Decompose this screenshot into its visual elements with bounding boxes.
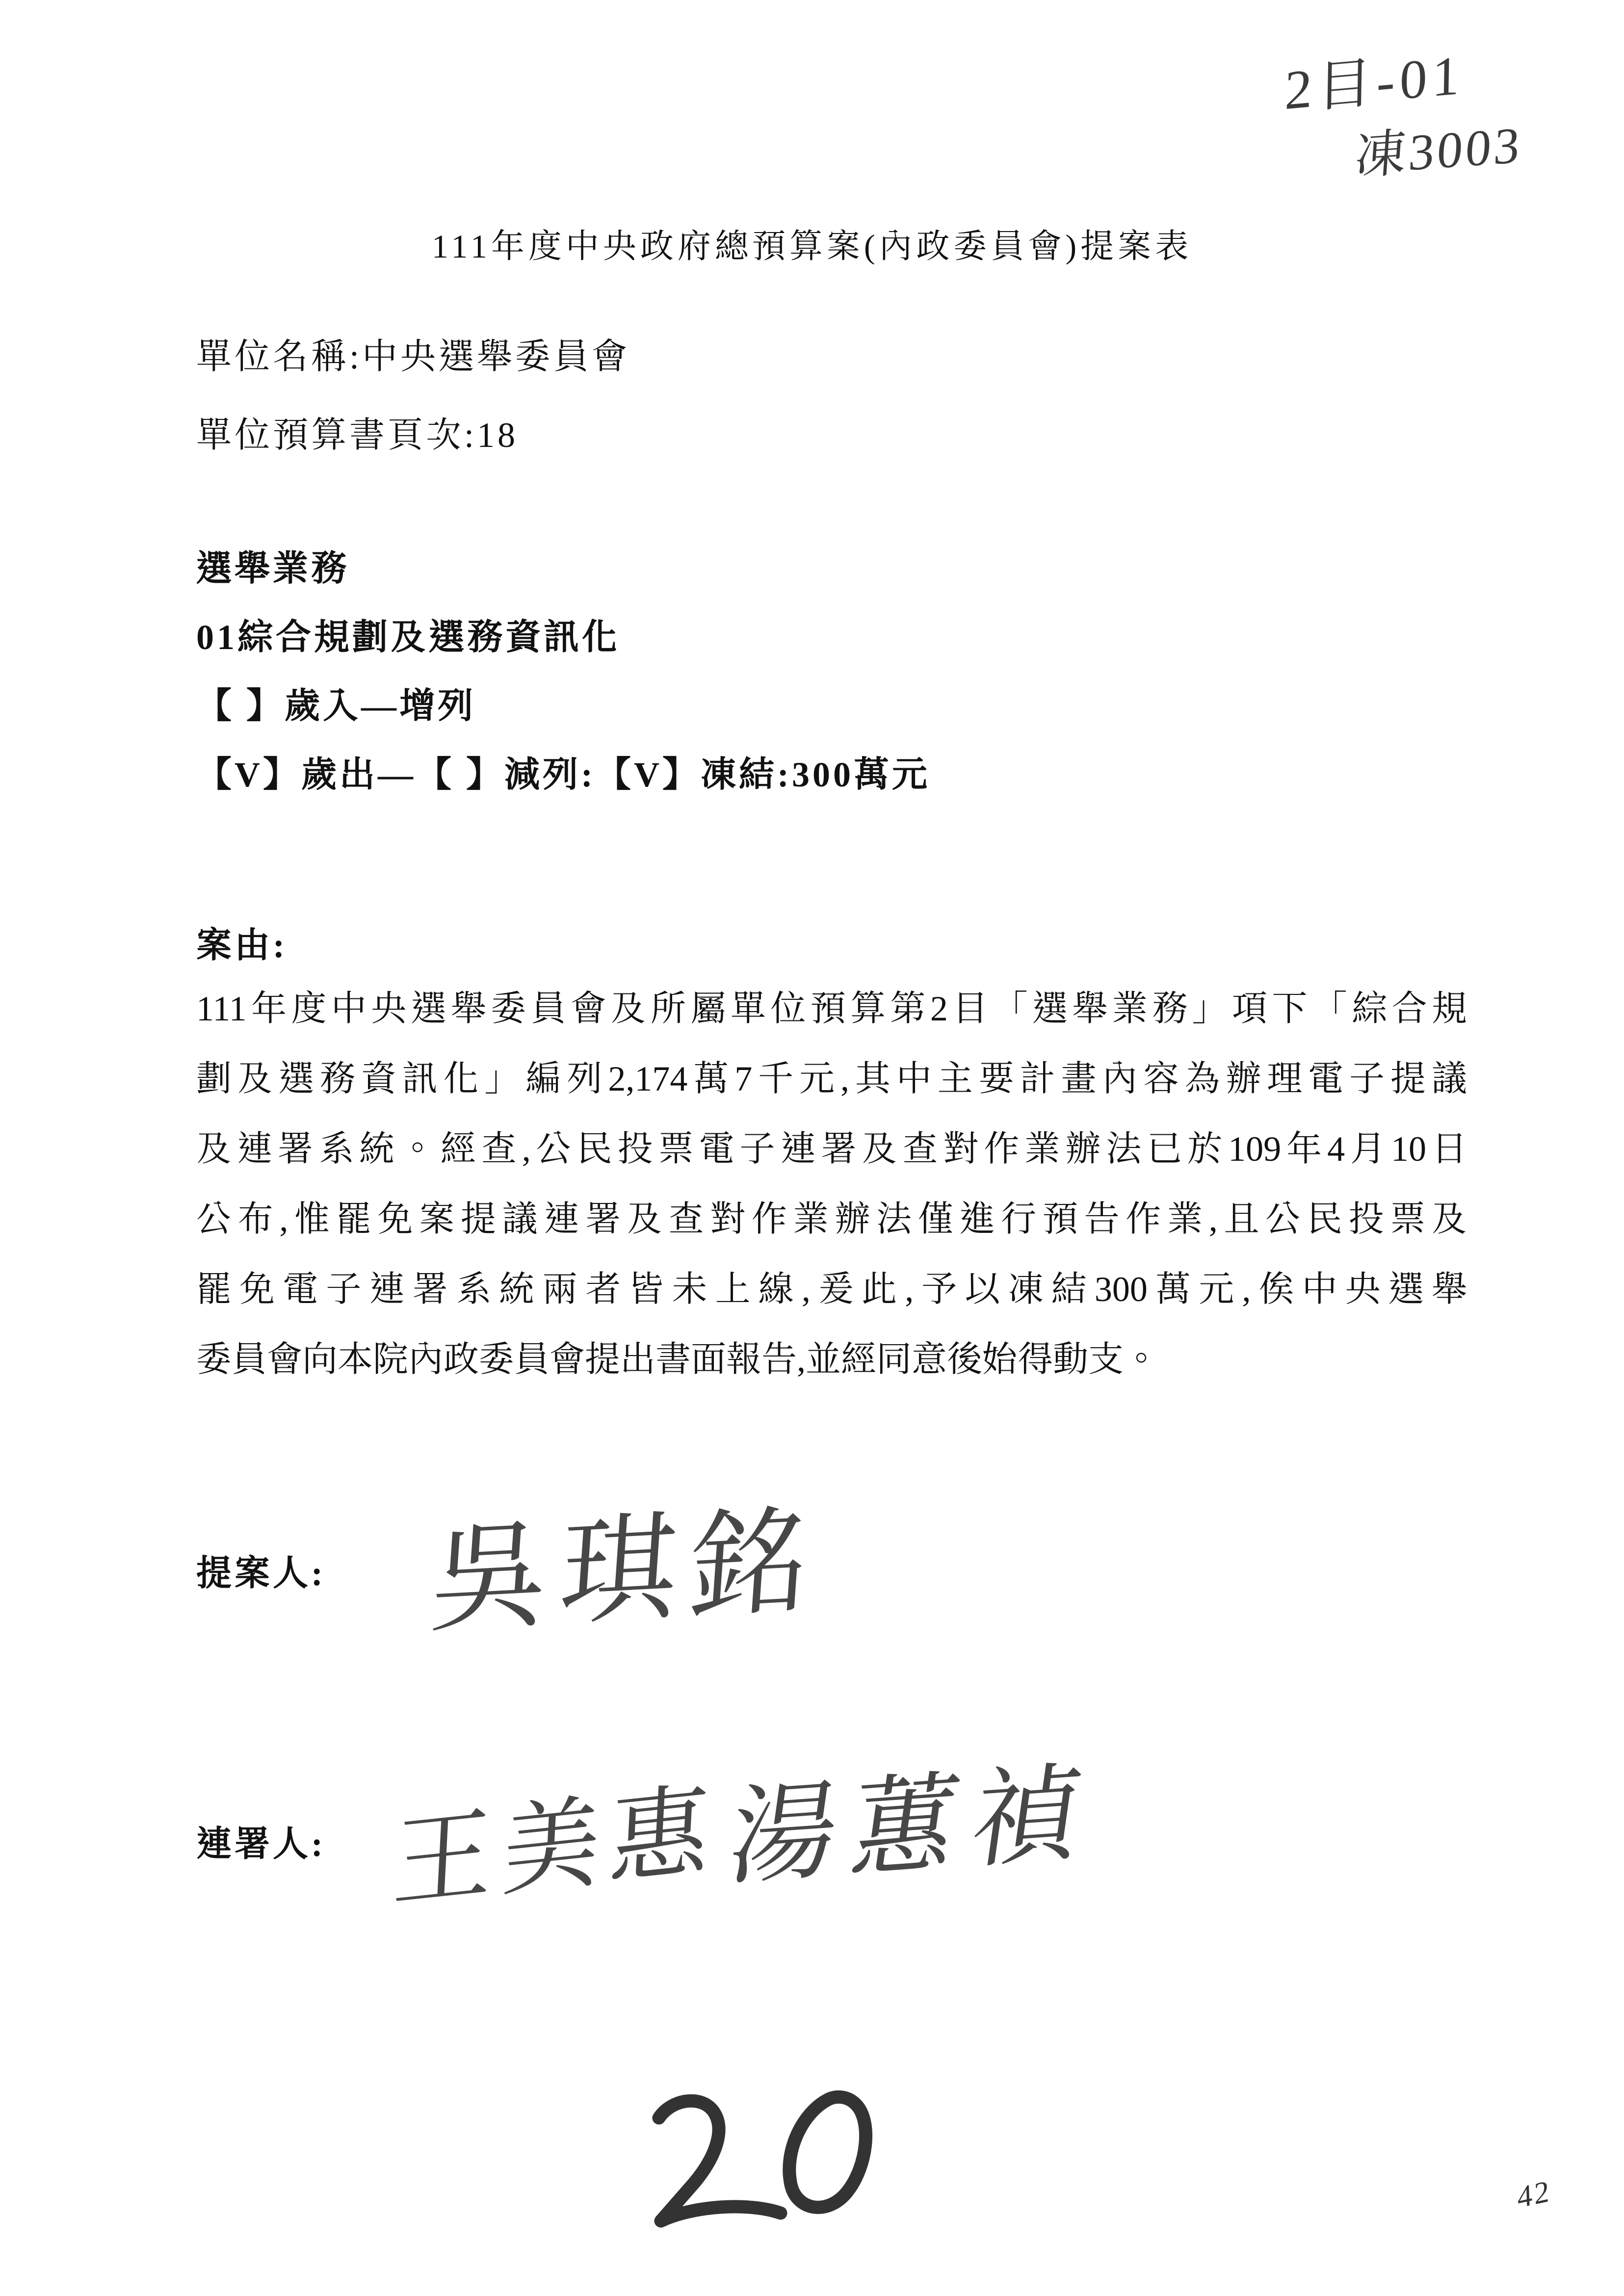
budget-category: 選舉業務 [196, 549, 350, 588]
field-unit-name-value: 中央選舉委員會 [362, 337, 630, 376]
field-unit-name-label: 單位名稱 [196, 337, 350, 376]
handwritten-annotation-line2: 凍3003 [1353, 116, 1524, 185]
field-budget-book-page [196, 406, 518, 457]
case-heading: 案由: [196, 926, 288, 965]
budget-program: 01綜合規劃及選務資訊化 [196, 618, 621, 657]
case-line-6: 委員會向本院內政委員會提出書面報告,並經同意後始得動支。 [196, 1340, 1159, 1379]
field-budget-book-page-value: 18 [477, 416, 519, 455]
cosigner-signature-2: 湯蕙禎 [721, 1753, 1103, 1899]
field-budget-book-page-colon: : [464, 416, 477, 455]
checkbox-line-revenue: 【 】歲入—增列 [196, 686, 476, 726]
case-line-2: 劃及選務資訊化」編列2,174萬7千元,其中主要計畫內容為辦理電子提議 [196, 1059, 1467, 1098]
handwritten-annotation-line1: 2目-01 [1284, 44, 1465, 122]
case-line-1: 111年度中央選舉委員會及所屬單位預算第2目「選舉業務」項下「綜合規 [196, 989, 1467, 1028]
case-paragraph [196, 974, 1467, 1395]
cosigner-label: 連署人: [196, 1825, 326, 1864]
proposer-label: 提案人: [196, 1554, 326, 1593]
checkbox-line-expenditure-freeze: 【V】歲出—【 】減列:【V】凍結:300萬元 [196, 755, 930, 794]
case-line-4: 公布,惟罷免案提議連署及查對作業辦法僅進行預告作業,且公民投票及 [196, 1200, 1467, 1239]
cosigner-signature-1: 王美惠 [390, 1774, 721, 1921]
page-title: 111年度中央政府總預算案(內政委員會)提案表 [431, 228, 1193, 265]
field-unit-name [196, 328, 630, 379]
case-line-5: 罷免電子連署系統兩者皆未上線,爰此,予以凍結300萬元,俟中央選舉 [196, 1270, 1467, 1309]
proposer-signature: 吳琪銘 [426, 1496, 824, 1647]
handwritten-page-number-drawing [621, 2043, 886, 2254]
field-unit-name-colon: : [349, 337, 363, 376]
case-line-3: 及連署系統。經查,公民投票電子連署及查對作業辦法已於109年4月10日 [196, 1129, 1467, 1169]
handwritten-page-number [621, 2043, 886, 2254]
field-budget-book-page-label: 單位預算書頁次 [196, 416, 465, 455]
corner-mark: 42 [1517, 2174, 1552, 2215]
